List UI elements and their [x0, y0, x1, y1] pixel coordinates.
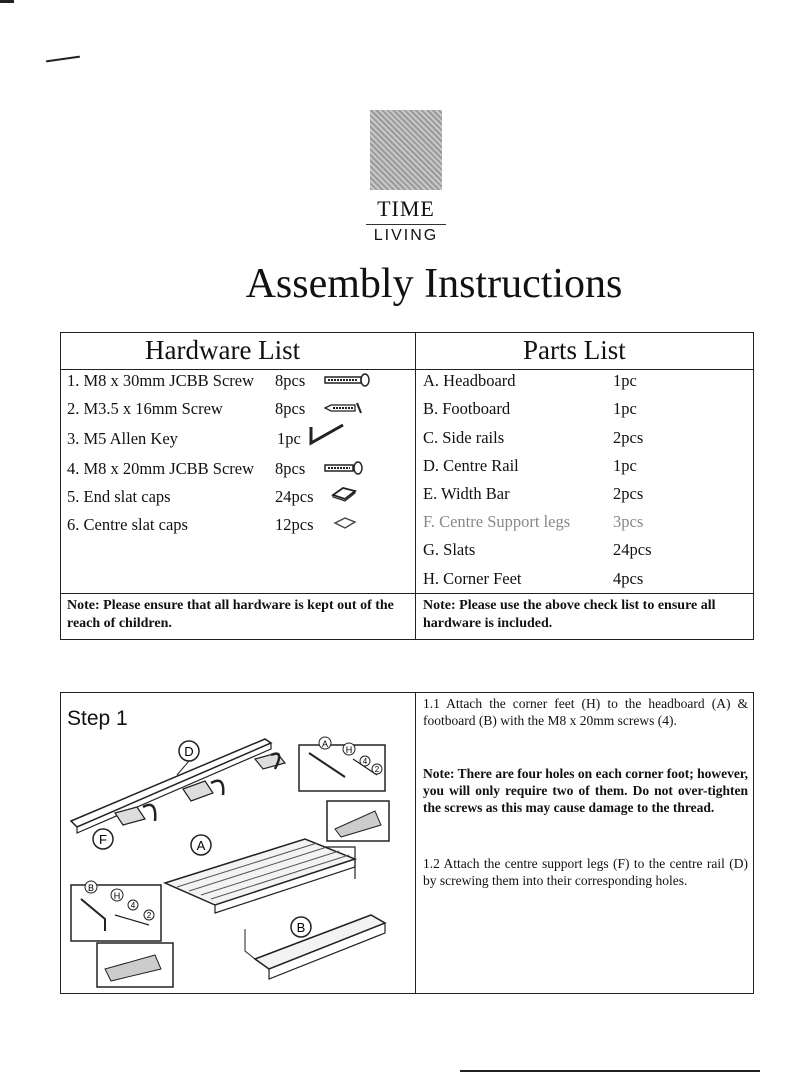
page-title: Assembly Instructions	[245, 261, 623, 307]
parts-item-label: A. Headboard	[423, 371, 516, 390]
table-header-rule	[61, 369, 753, 370]
label-b2: B	[87, 883, 95, 893]
hardware-item-label: 3. M5 Allen Key	[67, 429, 178, 448]
parts-item-qty: 1pc	[613, 371, 637, 390]
hardware-item-label: 6. Centre slat caps	[67, 515, 188, 534]
hardware-item-label: 4. M8 x 20mm JCBB Screw	[67, 459, 255, 478]
wood-screw-icon	[323, 401, 367, 415]
scan-mark	[46, 56, 80, 63]
scan-mark	[0, 0, 14, 3]
hardware-item-label: 1. M8 x 30mm JCBB Screw	[67, 371, 255, 390]
logo-divider	[366, 224, 446, 225]
parts-item-label: F. Centre Support legs	[423, 512, 571, 531]
parts-item-label: G. Slats	[423, 540, 476, 559]
hardware-item-qty: 24pcs	[275, 487, 314, 506]
parts-item-qty: 4pcs	[613, 569, 644, 588]
parts-note: Note: Please use the above check list to ensure all hardware is included.	[423, 598, 716, 631]
label-b: B	[296, 920, 306, 935]
hardware-list-heading: Hardware List	[145, 335, 301, 365]
parts-item-label: B. Footboard	[423, 399, 511, 418]
label-a2: A	[321, 739, 329, 749]
parts-list-heading: Parts List	[523, 335, 626, 365]
parts-item-qty: 1pc	[613, 399, 637, 418]
centre-cap-icon	[333, 515, 357, 531]
end-cap-icon	[331, 485, 357, 503]
parts-item-qty: 24pcs	[613, 540, 652, 559]
logo-text-living: LIVING	[373, 227, 439, 244]
hardware-item-qty: 12pcs	[275, 515, 314, 534]
step-1-2-text: 1.2 Attach the centre support legs (F) to the centre rail (D) by screwing them into their corresponding holes.	[423, 856, 748, 888]
parts-item-label: C. Side rails	[423, 428, 505, 447]
parts-item-qty: 2pcs	[613, 428, 644, 447]
hardware-item-label: 2. M3.5 x 16mm Screw	[67, 399, 223, 418]
hardware-item-qty: 8pcs	[275, 459, 306, 478]
logo-text-time: TIME	[377, 196, 435, 221]
step-1-note: Note: There are four holes on each corner foot; however, you will only require two of them. Do not over-tighten the screws as this may cause damage to the thread.	[423, 766, 748, 815]
step-divider	[415, 693, 416, 993]
parts-item-label: H. Corner Feet	[423, 569, 522, 588]
step-label: Step 1	[67, 707, 128, 730]
step-1-panel	[60, 692, 754, 994]
short-bolt-icon	[323, 461, 367, 475]
parts-item-label: E. Width Bar	[423, 484, 510, 503]
hardware-note: Note: Please ensure that all hardware is kept out of the reach of children.	[67, 598, 394, 631]
label-f: F	[99, 832, 107, 847]
logo-image	[370, 110, 442, 190]
hardware-item-qty: 1pc	[277, 429, 301, 448]
allen-key-icon	[307, 421, 347, 447]
label-h2: H	[345, 745, 353, 755]
parts-item-label: D. Centre Rail	[423, 456, 519, 475]
table-note-rule	[61, 593, 753, 594]
hardware-item-qty: 8pcs	[275, 371, 306, 390]
lists-table	[60, 332, 754, 640]
label-n2: 2	[374, 765, 380, 774]
label-n4: 4	[362, 757, 368, 766]
scan-mark	[460, 1070, 760, 1072]
label-n4b: 4	[130, 901, 136, 910]
label-d: D	[184, 744, 194, 759]
parts-item-qty: 2pcs	[613, 484, 644, 503]
step-1-diagram	[65, 729, 411, 991]
hardware-item-label: 5. End slat caps	[67, 487, 171, 506]
parts-item-qty: 1pc	[613, 456, 637, 475]
label-h: H	[113, 891, 121, 901]
parts-item-qty: 3pcs	[613, 512, 644, 531]
long-bolt-icon	[323, 373, 373, 387]
step-1-1-text: 1.1 Attach the corner feet (H) to the headboard (A) & footboard (B) with the M8 x 20mm screws (4).	[423, 696, 748, 728]
label-a: A	[196, 838, 206, 853]
hardware-item-qty: 8pcs	[275, 399, 306, 418]
label-n2b: 2	[146, 911, 152, 920]
